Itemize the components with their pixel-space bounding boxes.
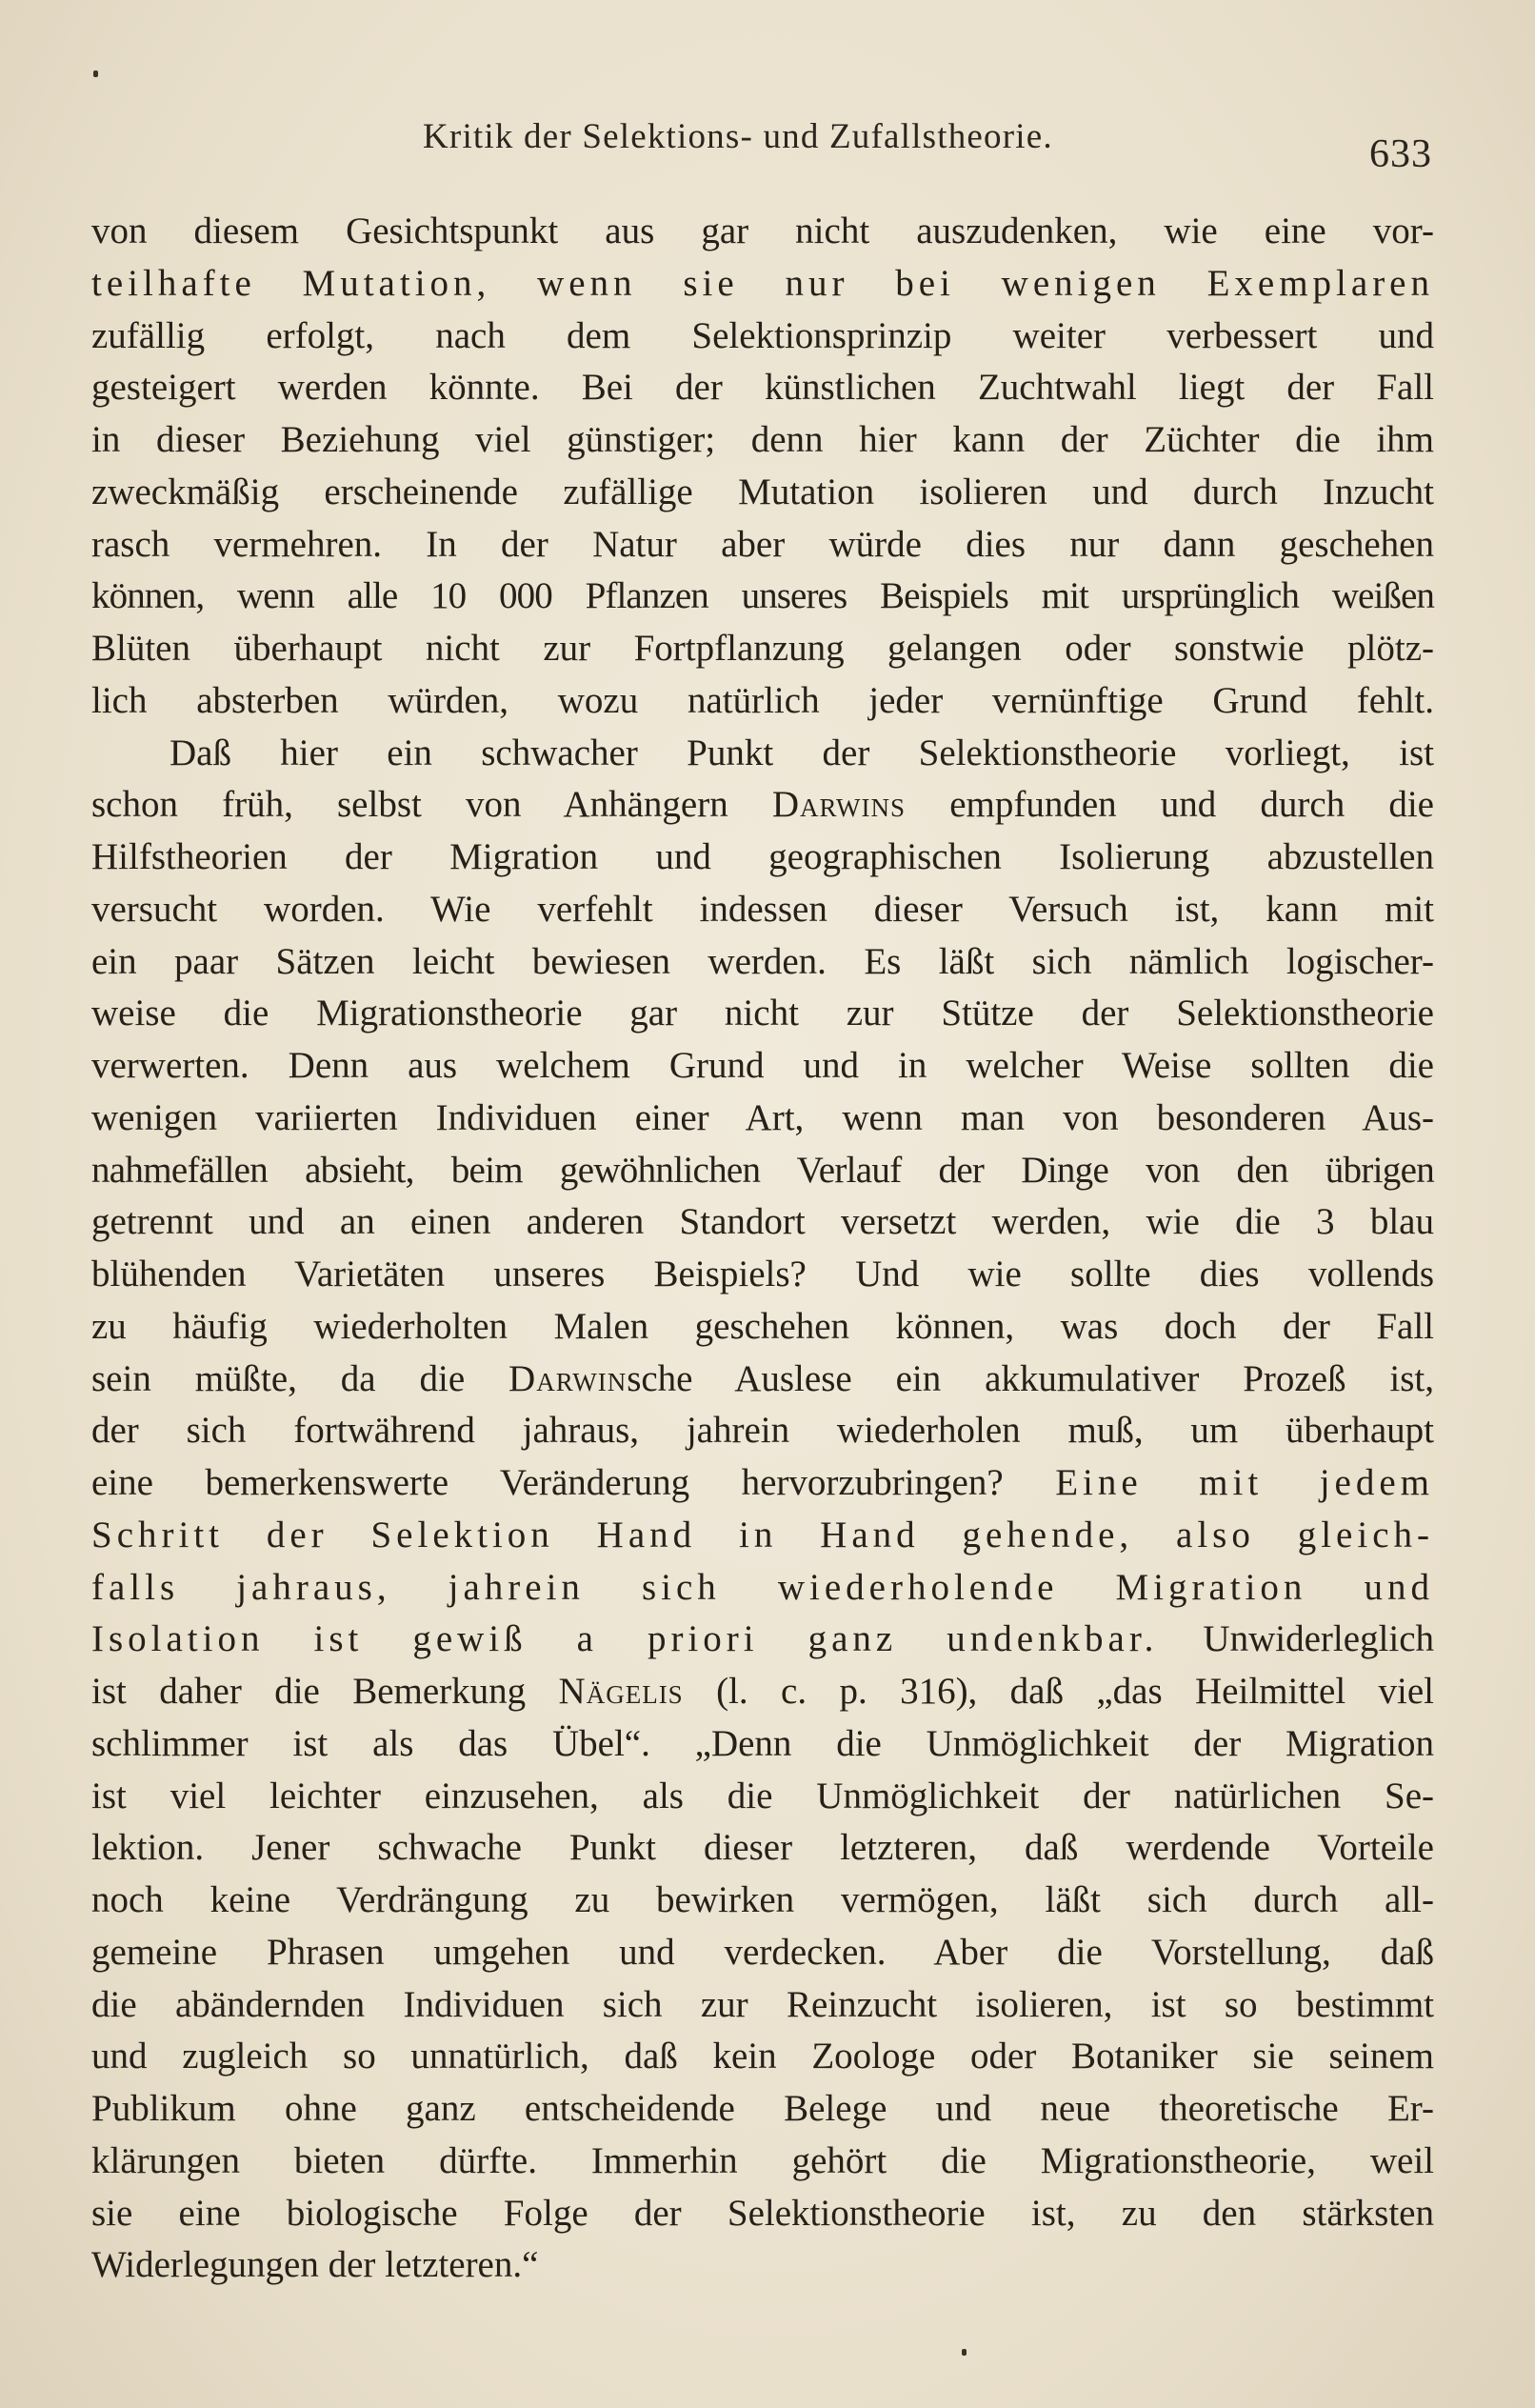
text-segment: eine bemerkenswerte Veränderung hervorzubringen? xyxy=(91,1462,1056,1503)
author-name-naegeli: Nägelis xyxy=(558,1671,684,1712)
text-segment: ist daher die Bemerkung xyxy=(91,1671,559,1712)
text-line: zu häufig wiederholten Malen geschehen können, was doch der Fall xyxy=(91,1305,1434,1347)
author-name-darwin: Darwin xyxy=(508,1357,628,1399)
text-line: und zugleich so unnatürlich, daß kein Zoologe oder Botaniker sie seinem xyxy=(91,2036,1434,2077)
text-segment-spaced: Isolation ist gewiß a priori ganz undenkbar. xyxy=(91,1618,1159,1660)
text-line xyxy=(91,779,1434,832)
body-text xyxy=(91,206,1434,2292)
text-line: schlimmer ist als das Übel“. „Denn die Unmöglichkeit der Migration xyxy=(91,1722,1434,1764)
text-segment: empfunden und durch die xyxy=(906,784,1434,826)
paper-speck xyxy=(962,2349,967,2356)
text-line: wenigen variierten Individuen einer Art, wenn man von besonderen Aus- xyxy=(91,1096,1434,1138)
text-line: ein paar Sätzen leicht bewiesen werden. Es läßt sich nämlich logischer- xyxy=(91,940,1434,982)
text-line: von diesem Gesichtspunkt aus gar nicht auszudenken, wie eine vor- xyxy=(91,211,1434,251)
text-line: Schritt der Selektion Hand in Hand gehende, also gleich- xyxy=(91,1514,1434,1555)
text-line: blühenden Varietäten unseres Beispiels? Und wie sollte dies vollends xyxy=(91,1254,1434,1294)
text-line: rasch vermehren. In der Natur aber würde dies nur dann geschehen xyxy=(91,523,1434,565)
text-line: getrennt und an einen anderen Standort versetzt werden, wie die 3 blau xyxy=(91,1201,1434,1243)
text-line: nahmefällen absieht, beim gewöhnlichen Verlauf der Dinge von den übrigen xyxy=(91,1149,1434,1191)
text-line: falls jahraus, jahrein sich wiederholende Migration und xyxy=(91,1566,1434,1608)
running-title: Kritik der Selektions- und Zufallstheorie. xyxy=(423,117,1053,156)
text-line: der sich fortwährend jahraus, jahrein wiederholen muß, um überhaupt xyxy=(91,1410,1434,1452)
text-line: noch keine Verdrängung zu bewirken vermögen, läßt sich durch all- xyxy=(91,1879,1434,1920)
text-line: verwerten. Denn aus welchem Grund und in welcher Weise sollten die xyxy=(91,1045,1434,1086)
text-segment: sein müßte, da die xyxy=(91,1357,509,1399)
text-segment: (l. c. p. 316), daß „das Heilmittel viel xyxy=(683,1671,1435,1712)
text-segment: sche Auslese ein akkumulativer Prozeß ist, xyxy=(627,1357,1435,1399)
text-line: gesteigert werden könnte. Bei der künstlichen Zuchtwahl liegt der Fall xyxy=(91,367,1434,409)
text-line: zweckmäßig erscheinende zufällige Mutation isolieren und durch Inzucht xyxy=(91,471,1434,512)
text-line xyxy=(91,1457,1434,1510)
paper-speck xyxy=(93,70,98,77)
text-line: klärungen bieten dürfte. Immerhin gehört die Migrationstheorie, weil xyxy=(91,2139,1434,2181)
text-line: sie eine biologische Folge der Selektionstheorie ist, zu den stärksten xyxy=(91,2192,1434,2234)
text-segment-spaced: Eine mit jedem xyxy=(1055,1462,1435,1503)
text-line: lektion. Jener schwache Punkt dieser letzteren, daß werdende Vorteile xyxy=(91,1827,1434,1869)
text-segment: Unwiderleglich xyxy=(1158,1618,1435,1660)
text-line: Hilfstheorien der Migration und geographischen Isolierung abzustellen xyxy=(91,836,1434,877)
text-line: weise die Migrationstheorie gar nicht zur Stütze der Selektionstheorie xyxy=(91,993,1434,1034)
text-line: lich absterben würden, wozu natürlich jeder vernünftige Grund fehlt. xyxy=(91,679,1434,721)
text-line: Blüten überhaupt nicht zur Fortpflanzung gelangen oder sonstwie plötz- xyxy=(91,628,1434,669)
text-line: gemeine Phrasen umgehen und verdecken. Aber die Vorstellung, daß xyxy=(91,1931,1434,1973)
text-line xyxy=(91,1354,1434,1406)
text-line: teilhafte Mutation, wenn sie nur bei wenigen Exemplaren xyxy=(91,262,1434,304)
text-segment: schon früh, selbst von Anhängern xyxy=(91,784,772,826)
page-number: 633 xyxy=(1369,132,1432,176)
text-line: Widerlegungen der letzteren.“ xyxy=(91,2244,539,2286)
text-line xyxy=(91,1614,1434,1666)
text-line: zufällig erfolgt, nach dem Selektionsprinzip weiter verbessert und xyxy=(91,314,1434,356)
text-line: versucht worden. Wie verfehlt indessen dieser Versuch ist, kann mit xyxy=(91,888,1434,930)
text-line: ist viel leichter einzusehen, als die Unmöglichkeit der natürlichen Se- xyxy=(91,1775,1434,1816)
author-name-darwin: Darwins xyxy=(771,784,907,826)
text-line: können, wenn alle 10 000 Pflanzen unseres Beispiels mit ursprünglich weißen xyxy=(91,575,1434,617)
text-line: Publikum ohne ganz entscheidende Belege und neue theoretische Er- xyxy=(91,2088,1434,2129)
text-line: in dieser Beziehung viel günstiger; denn hier kann der Züchter die ihm xyxy=(91,419,1434,460)
text-line: Daß hier ein schwacher Punkt der Selektionstheorie vorliegt, ist xyxy=(169,732,1434,773)
text-line: die abändernden Individuen sich zur Reinzucht isolieren, ist so bestimmt xyxy=(91,1983,1434,2025)
text-line xyxy=(91,1666,1434,1718)
